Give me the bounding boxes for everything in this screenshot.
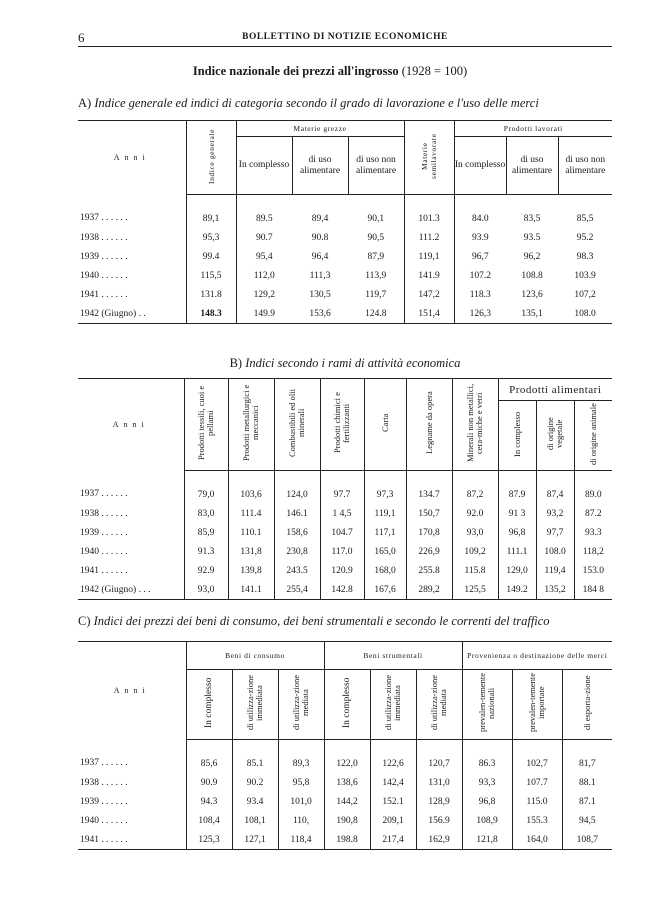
anni-header: Anni xyxy=(78,121,186,195)
table-row: 1939 . . . . . . 94.3 93.4 101,0 144,2 152.1 128,9 96,8 115.0 87.1 xyxy=(78,792,612,811)
bc-immediata-header: di utilizza-zione immediata xyxy=(245,675,264,731)
table-b xyxy=(78,378,612,600)
alim-vegetale-header: di origine vegetale xyxy=(545,417,564,451)
section-a-heading xyxy=(78,96,612,111)
prov-esportazione-header: di esporta-zione xyxy=(581,675,592,731)
table-row: 1937 . . . . . . 89,1 89.5 89,4 90,1 101.3 84.0 83,5 85,5 xyxy=(78,195,612,229)
bs-immediata-header: di utilizza-zione immediata xyxy=(383,675,402,731)
table-row: 1939 . . . . . . 99.4 95,4 96,4 87,9 119,1 96,7 96,2 98.3 xyxy=(78,247,612,266)
metallurgici-header: Prodotti metallurgici e meccanici xyxy=(241,384,260,462)
carta-header: Carta xyxy=(379,413,390,433)
page-number: 6 xyxy=(78,30,85,45)
section-a-letter: A) xyxy=(78,96,92,110)
pl-complesso-header: In complesso xyxy=(454,137,506,195)
table-row: 1938 . . . . . . 95,3 90.7 90.8 90,5 111.2 93.9 93.5 95.2 xyxy=(78,228,612,247)
pl-non-alimentare-header: di uso non alimentare xyxy=(558,137,612,195)
table-row: 1938 . . . . . . 83,0 111.4 146.1 1 4,5 119,1 150,7 92.0 91 3 93,2 87.2 xyxy=(78,504,612,523)
semilavorate-header: Materie semilavorate xyxy=(420,133,439,179)
beni-strumentali-header: Beni strumentali xyxy=(324,642,462,670)
title-base: (1928 = 100) xyxy=(401,64,468,78)
section-b-heading xyxy=(78,356,612,371)
anni-header: Anni xyxy=(78,642,186,740)
pl-alimentare-header: di uso alimentare xyxy=(506,137,558,195)
table-row: 1937 . . . . . . 79,0 103,6 124,0 97.7 97,3 134.7 87,2 87.9 87,4 89.0 xyxy=(78,471,612,505)
section-b-title: Indici secondo i rami di attività economica xyxy=(245,356,461,370)
table-a xyxy=(78,120,612,324)
table-row: 1940 . . . . . . 108,4 108,1 110, 190,8 209,1 156.9 108,9 155.3 94,5 xyxy=(78,811,612,830)
table-row: 1940 . . . . . . 115,5 112,0 111,3 113,9 141.9 107.2 108.8 103.9 xyxy=(78,266,612,285)
mg-complesso-header: In complesso xyxy=(236,137,292,195)
table-c xyxy=(78,641,612,850)
mg-alimentare-header: di uso alimentare xyxy=(292,137,348,195)
alim-animale-header: di origine animale xyxy=(587,403,598,465)
beni-consumo-header: Beni di consumo xyxy=(186,642,324,670)
section-c-letter: C) xyxy=(78,614,91,628)
section-c-title: Indici dei prezzi dei beni di consumo, dei beni strumentali e secondo le correnti del traffico xyxy=(93,614,550,628)
materie-grezze-header: Materie grezze xyxy=(236,121,404,137)
table-row: 1941 . . . . . . 92.9 139,8 243.5 120.9 168,0 255.8 115.8 129,0 119,4 153.0 xyxy=(78,561,612,580)
table-row: 1942 (Giugno) . . . 93,0 141.1 255,4 142.8 167,6 289,2 125,5 149.2 135,2 184 8 xyxy=(78,580,612,600)
prodotti-lavorati-header: Prodotti lavorati xyxy=(454,121,612,137)
table-row: 1937 . . . . . . 85,6 85.1 89,3 122,0 122,6 120,7 86.3 102,7 81,7 xyxy=(78,740,612,774)
tessili-header: Prodotti tessili, cuoi e pellami xyxy=(196,385,215,461)
table-row: 1941 . . . . . . 125,3 127,1 118,4 198.8 217,4 162,9 121,8 164,0 108,7 xyxy=(78,830,612,850)
section-a-title: Indice generale ed indici di categoria secondo il grado di lavorazione e l'uso delle merci xyxy=(94,96,539,110)
table-row: 1940 . . . . . . 91.3 131,8 230,8 117.0 165,0 226,9 109,2 111.1 108.0 118,2 xyxy=(78,542,612,561)
bc-mediata-header: di utilizza-zione mediata xyxy=(291,675,310,731)
bs-complesso-header: In complesso xyxy=(342,677,352,729)
prov-importate-header: prevalen-temente importate xyxy=(527,673,547,733)
running-title: BOLLETTINO DI NOTIZIE ECONOMICHE xyxy=(242,32,448,42)
mg-non-alimentare-header: di uso non alimentare xyxy=(348,137,404,195)
title-main: Indice nazionale dei prezzi all'ingrosso xyxy=(192,64,399,78)
document-title xyxy=(0,64,660,79)
table-row: 1941 . . . . . . 131.8 129,2 130,5 119,7 147,2 118.3 123,6 107,2 xyxy=(78,285,612,304)
anni-header: Anni xyxy=(78,379,184,471)
chimici-header: Prodotti chimici e fertilizzanti xyxy=(332,392,351,454)
prov-nazionali-header: prevalen-temente nazionali xyxy=(477,673,497,733)
section-c-heading xyxy=(78,614,612,629)
table-row: 1939 . . . . . . 85,9 110.1 158,6 104.7 117,1 170,8 93,0 96,8 97,7 93.3 xyxy=(78,523,612,542)
combustibili-header: Combustibili ed olii minerali xyxy=(287,389,306,458)
provenienza-header: Provenienza o destinazione delle merci xyxy=(462,642,612,670)
bs-mediata-header: di utilizza-zione mediata xyxy=(429,675,448,731)
indice-generale-header: Indice generale xyxy=(206,128,216,184)
table-row: 1942 (Giugno) . . 148.3 149.9 153,6 124.8 151,4 126,3 135,1 108.0 xyxy=(78,304,612,324)
page-header xyxy=(78,30,612,47)
table-row: 1938 . . . . . . 90.9 90.2 95,8 138,6 142,4 131,0 93,3 107.7 88.1 xyxy=(78,773,612,792)
alimentari-header: Prodotti alimentari xyxy=(498,379,612,401)
minerali-header: Minerali non metallici, cera-miche e vetri xyxy=(465,383,484,463)
alim-complesso-header: In complesso xyxy=(511,411,522,457)
section-b-letter: B) xyxy=(229,356,243,370)
bc-complesso-header: In complesso xyxy=(204,677,214,729)
legname-header: Legname da opera xyxy=(423,391,434,455)
